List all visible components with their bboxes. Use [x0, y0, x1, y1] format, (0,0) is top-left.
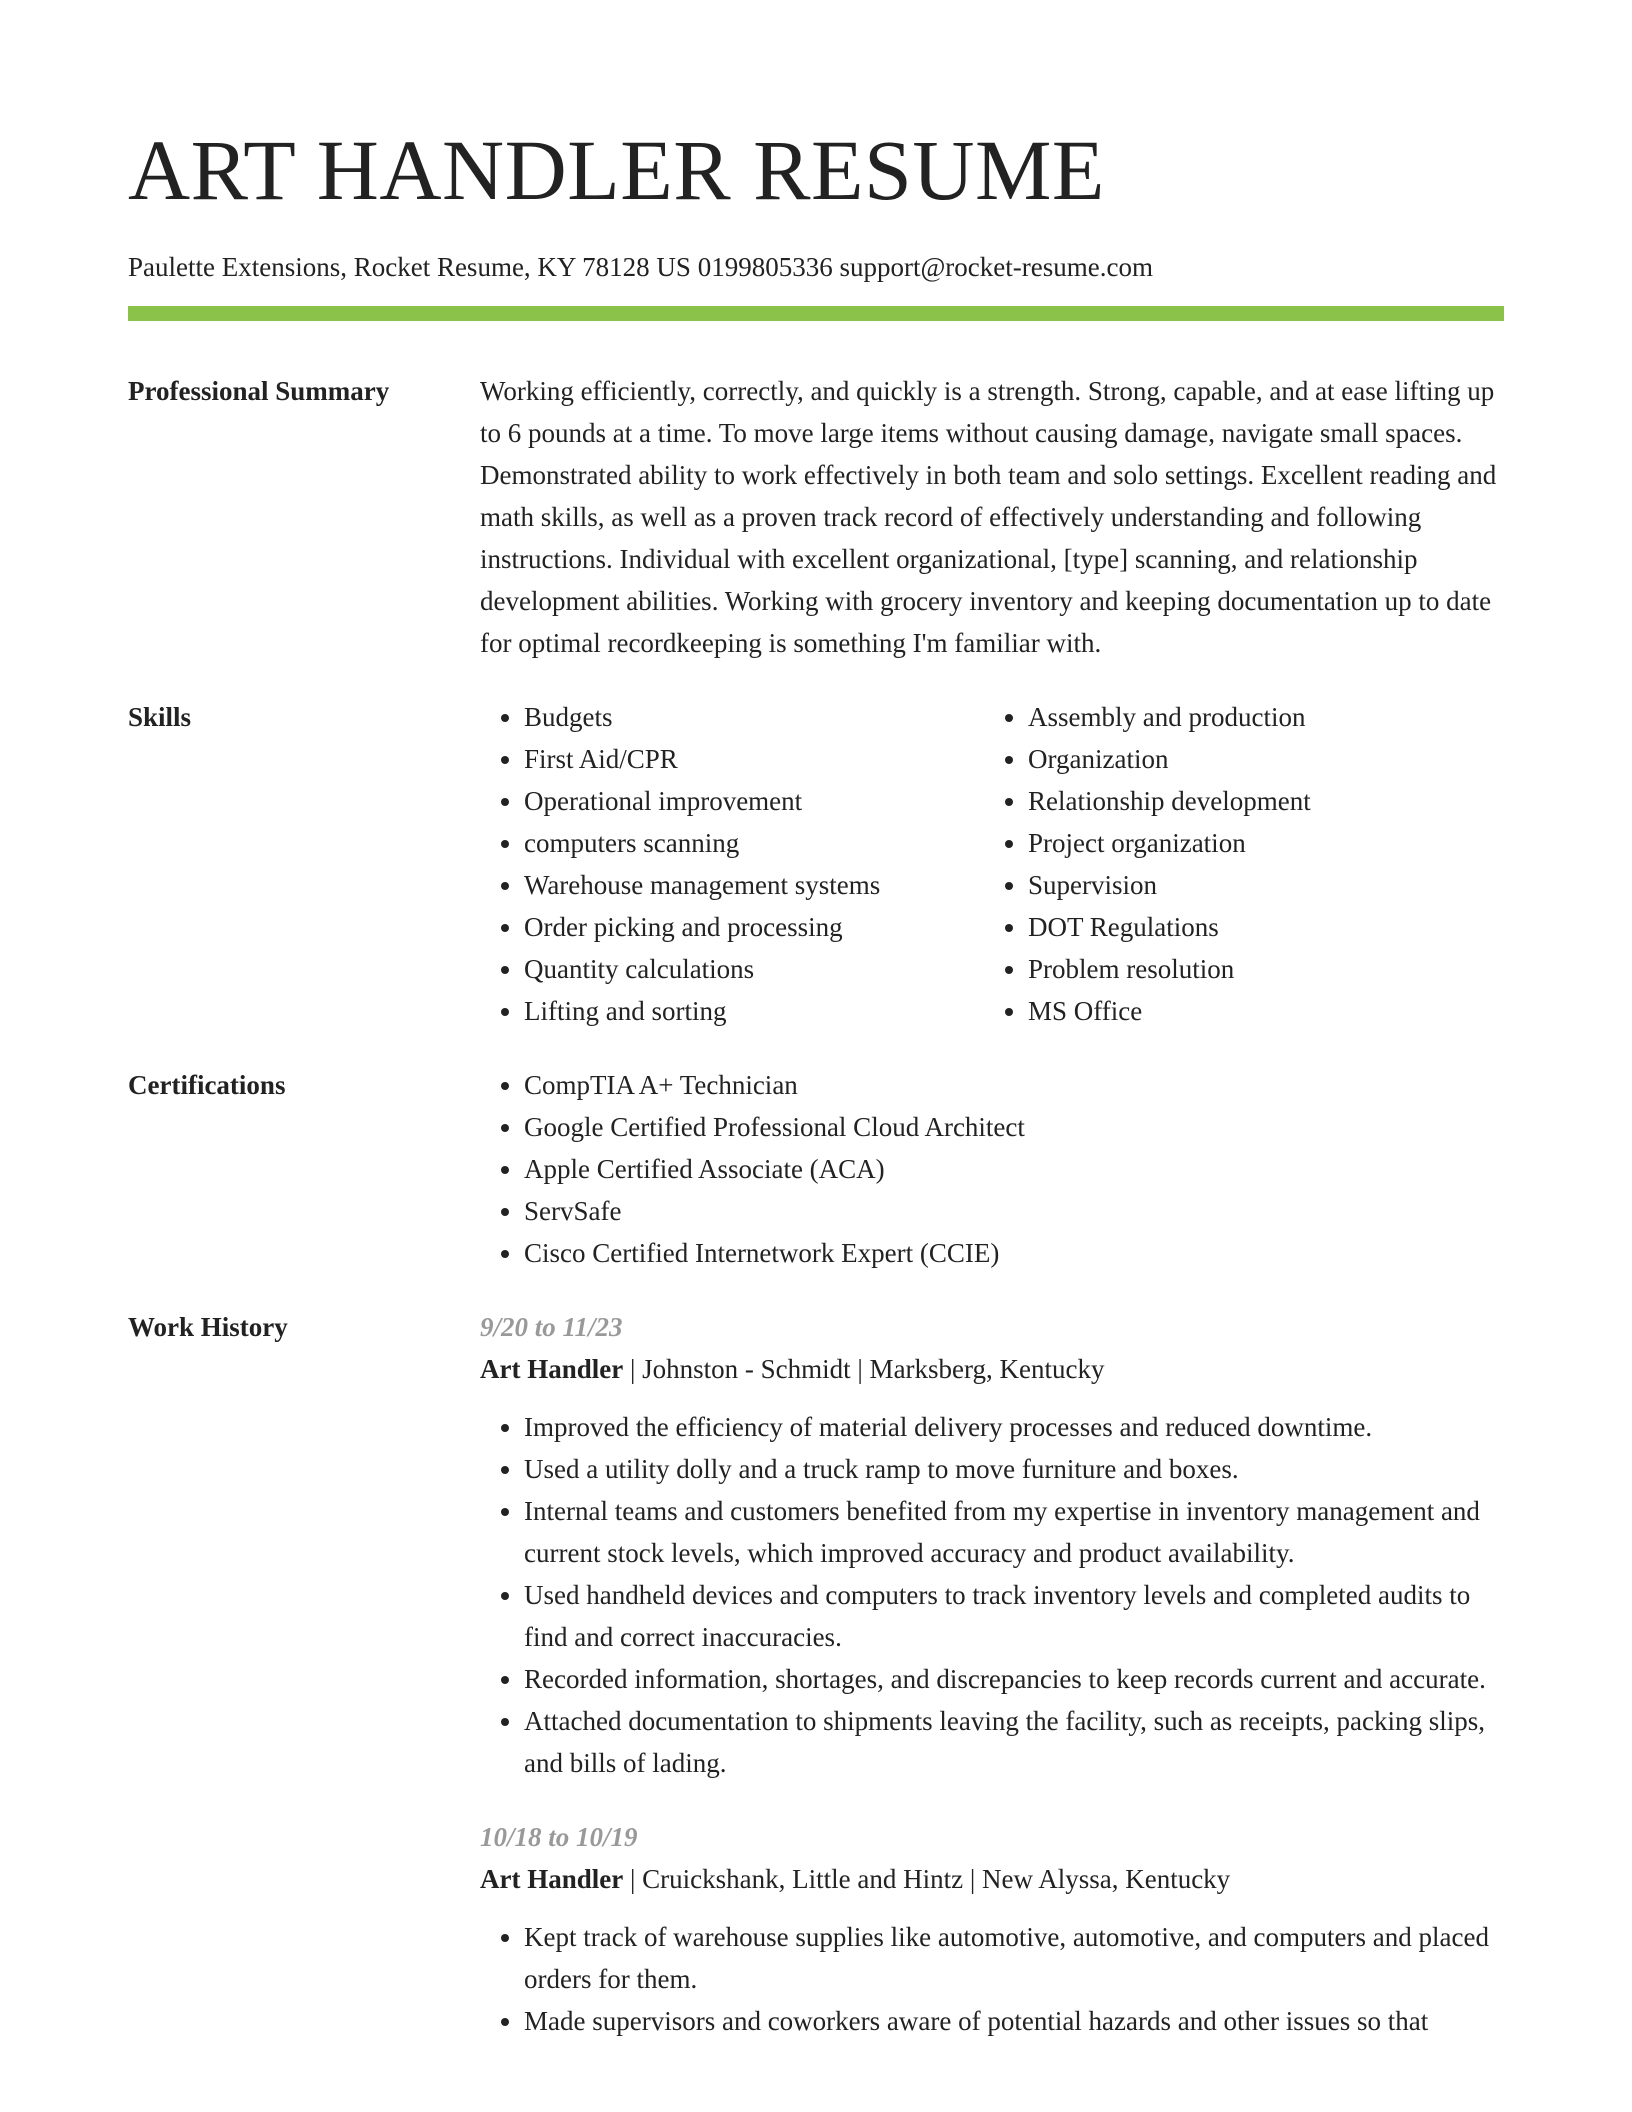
- resume-title: ART HANDLER RESUME: [128, 122, 1105, 218]
- skill-item: • First Aid/CPR: [524, 738, 984, 780]
- skill-item: • MS Office: [1028, 990, 1488, 1032]
- job-dates: 10/18 to 10/19: [480, 1822, 638, 1852]
- job-heading: [480, 1858, 1504, 1900]
- skills-list-left: [480, 696, 984, 1032]
- job-bullet: • Used a utility dolly and a truck ramp to move furniture and boxes.: [524, 1448, 1504, 1490]
- certification-item: • CompTIA A+ Technician: [524, 1064, 1504, 1106]
- skill-item: • Problem resolution: [1028, 948, 1488, 990]
- job-details: | Cruickshank, Little and Hintz | New Alyssa, Kentucky: [623, 1864, 1231, 1894]
- job-title: Art Handler: [480, 1354, 624, 1384]
- skill-item: • Budgets: [524, 696, 984, 738]
- job-entry: [480, 1306, 1504, 1784]
- skill-item: • Supervision: [1028, 864, 1488, 906]
- certifications-section: [128, 1064, 1504, 1274]
- job-bullet: • Recorded information, shortages, and discrepancies to keep records current and accurate.: [524, 1658, 1504, 1700]
- job-bullet: • Used handheld devices and computers to track inventory levels and completed audits to find and correct inaccuracies.: [524, 1574, 1504, 1658]
- summary-text: Working efficiently, correctly, and quickly is a strength. Strong, capable, and at ease lifting up to 6 pounds at a time. To move large items without causing damage, navigate small spaces. Demonstrated ability to work effectively in both team and solo settings. Excellent reading and math skills, as well as a proven track record of effectively understanding and following instructions. Individual with excellent organizational, [type] scanning, and relationship development abilities. Working with grocery inventory and keeping documentation up to date for optimal recordkeeping is something I'm familiar with.: [480, 376, 1497, 658]
- skill-item: • Project organization: [1028, 822, 1488, 864]
- skill-item: • Relationship development: [1028, 780, 1488, 822]
- skill-item: • Warehouse management systems: [524, 864, 984, 906]
- skill-item: • computers scanning: [524, 822, 984, 864]
- skills-list-right: [984, 696, 1488, 1032]
- certifications-list: [480, 1064, 1504, 1274]
- skill-item: • Organization: [1028, 738, 1488, 780]
- job-bullet: • Kept track of warehouse supplies like automotive, automotive, and computers and placed orders for them.: [524, 1916, 1504, 2000]
- work-history-label: Work History: [128, 1312, 288, 1342]
- certification-item: • Google Certified Professional Cloud Architect: [524, 1106, 1504, 1148]
- skill-item: • Operational improvement: [524, 780, 984, 822]
- skill-item: • DOT Regulations: [1028, 906, 1488, 948]
- skills-label: Skills: [128, 702, 192, 732]
- job-title: Art Handler: [480, 1864, 624, 1894]
- skill-item: • Lifting and sorting: [524, 990, 984, 1032]
- summary-section: [128, 370, 1504, 664]
- work-history-section: [128, 1306, 1504, 2042]
- job-details: | Johnston - Schmidt | Marksberg, Kentucky: [623, 1354, 1105, 1384]
- summary-label: Professional Summary: [128, 376, 390, 406]
- job-heading: [480, 1348, 1504, 1390]
- skills-section: [128, 696, 1504, 1032]
- skill-item: • Order picking and processing: [524, 906, 984, 948]
- job-entry: [480, 1816, 1504, 2042]
- job-bullet: • Attached documentation to shipments leaving the facility, such as receipts, packing slips, and bills of lading.: [524, 1700, 1504, 1784]
- job-dates: 9/20 to 11/23: [480, 1312, 623, 1342]
- job-bullets: [480, 1916, 1504, 2042]
- certification-item: • Apple Certified Associate (ACA): [524, 1148, 1504, 1190]
- job-bullets: [480, 1406, 1504, 1784]
- accent-divider: [128, 306, 1504, 321]
- certifications-label: Certifications: [128, 1070, 286, 1100]
- contact-line: Paulette Extensions, Rocket Resume, KY 78128 US 0199805336 support@rocket-resume.com: [128, 252, 1153, 282]
- job-bullet: • Made supervisors and coworkers aware of potential hazards and other issues so that: [524, 2000, 1504, 2042]
- certification-item: • ServSafe: [524, 1190, 1504, 1232]
- resume-page: [128, 0, 1504, 2042]
- skill-item: • Quantity calculations: [524, 948, 984, 990]
- skill-item: • Assembly and production: [1028, 696, 1488, 738]
- certification-item: • Cisco Certified Internetwork Expert (CCIE): [524, 1232, 1504, 1274]
- job-bullet: • Improved the efficiency of material delivery processes and reduced downtime.: [524, 1406, 1504, 1448]
- job-bullet: • Internal teams and customers benefited from my expertise in inventory management and current stock levels, which improved accuracy and product availability.: [524, 1490, 1504, 1574]
